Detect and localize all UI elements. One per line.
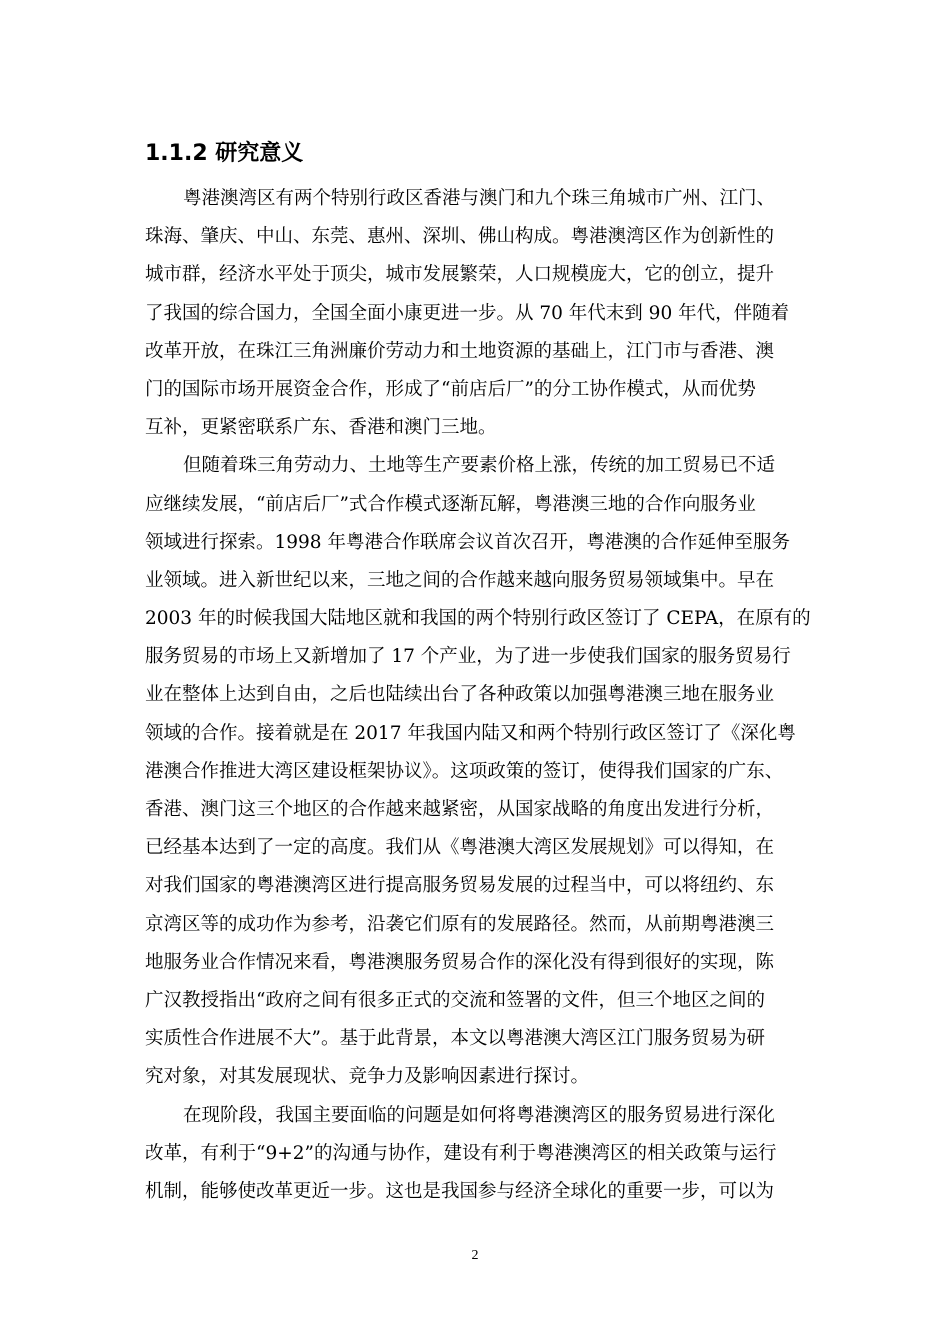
paragraph-line: 应继续发展，“前店后厂”式合作模式逐渐瓦解，粤港澳三地的合作向服务业 <box>145 493 756 515</box>
paragraph-line: 改革开放，在珠江三角洲廉价劳动力和土地资源的基础上，江门市与香港、澳 <box>145 340 775 362</box>
paragraph-line: 已经基本达到了一定的高度。我们从《粤港澳大湾区发展规划》可以得知，在 <box>145 837 775 859</box>
paragraph-line: 领域进行探索。1998 年粤港合作联席会议首次召开，粤港澳的合作延伸至服务 <box>145 531 790 553</box>
paragraph-line: 港澳合作推进大湾区建设框架协议》。这项政策的签订，使得我们国家的广东、 <box>145 760 784 782</box>
paragraph-line: 门的国际市场开展资金合作，形成了“前店后厂”的分工协作模式，从而优势 <box>145 378 756 400</box>
paragraph-line: 对我们国家的粤港澳湾区进行提高服务贸易发展的过程当中，可以将纽约、东 <box>145 875 775 897</box>
section-heading: 1.1.2 研究意义 <box>145 141 304 166</box>
paragraph-line: 地服务业合作情况来看，粤港澳服务贸易合作的深化没有得到很好的实现，陈 <box>145 951 775 973</box>
paragraph-line: 业领域。进入新世纪以来，三地之间的合作越来越向服务贸易领域集中。早在 <box>145 569 775 591</box>
body-text <box>145 180 835 1211</box>
paragraph-line: 实质性合作进展不大”。基于此背景，本文以粤港澳大湾区江门服务贸易为研 <box>145 1028 765 1050</box>
paragraph-line: 2003 年的时候我国大陆地区就和我国的两个特别行政区签订了 CEPA，在原有的 <box>145 608 811 630</box>
paragraph-line: 机制，能够使改革更近一步。这也是我国参与经济全球化的重要一步，可以为 <box>145 1180 775 1202</box>
paragraph-line: 领域的合作。接着就是在 2017 年我国内陆又和两个特别行政区签订了《深化粤 <box>145 722 796 744</box>
paragraph-line: 广汉教授指出“政府之间有很多正式的交流和签署的文件，但三个地区之间的 <box>145 989 765 1011</box>
paragraph-line: 互补，更紧密联系广东、香港和澳门三地。 <box>145 417 497 439</box>
paragraph-line: 服务贸易的市场上又新增加了 17 个产业，为了进一步使我们国家的服务贸易行 <box>145 646 791 668</box>
page-number: 2 <box>471 1248 479 1263</box>
paragraph-line: 了我国的综合国力，全国全面小康更进一步。从 70 年代末到 90 年代，伴随着 <box>145 302 790 324</box>
paragraph-line: 粤港澳湾区有两个特别行政区香港与澳门和九个珠三角城市广州、江门、 <box>183 188 776 209</box>
paragraph-line: 珠海、肇庆、中山、东莞、惠州、深圳、佛山构成。粤港澳湾区作为创新性的 <box>145 226 775 248</box>
paragraph-line: 究对象，对其发展现状、竞争力及影响因素进行探讨。 <box>145 1066 590 1088</box>
paragraph-line: 在现阶段，我国主要面临的问题是如何将粤港澳湾区的服务贸易进行深化 <box>183 1104 776 1126</box>
paragraph-line: 城市群，经济水平处于顶尖，城市发展繁荣，人口规模庞大，它的创立，提升 <box>145 264 775 286</box>
paragraph-line: 改革，有利于“9+2”的沟通与协作，建设有利于粤港澳湾区的相关政策与运行 <box>145 1142 777 1164</box>
paragraph-line: 香港、澳门这三个地区的合作越来越紧密，从国家战略的角度出发进行分析， <box>145 799 775 820</box>
paragraph-line: 但随着珠三角劳动力、土地等生产要素价格上涨，传统的加工贸易已不适 <box>183 455 776 477</box>
paragraph-line: 京湾区等的成功作为参考，沿袭它们原有的发展路径。然而，从前期粤港澳三 <box>145 913 775 935</box>
paragraph-line: 业在整体上达到自由，之后也陆续出台了各种政策以加强粤港澳三地在服务业 <box>145 684 775 706</box>
